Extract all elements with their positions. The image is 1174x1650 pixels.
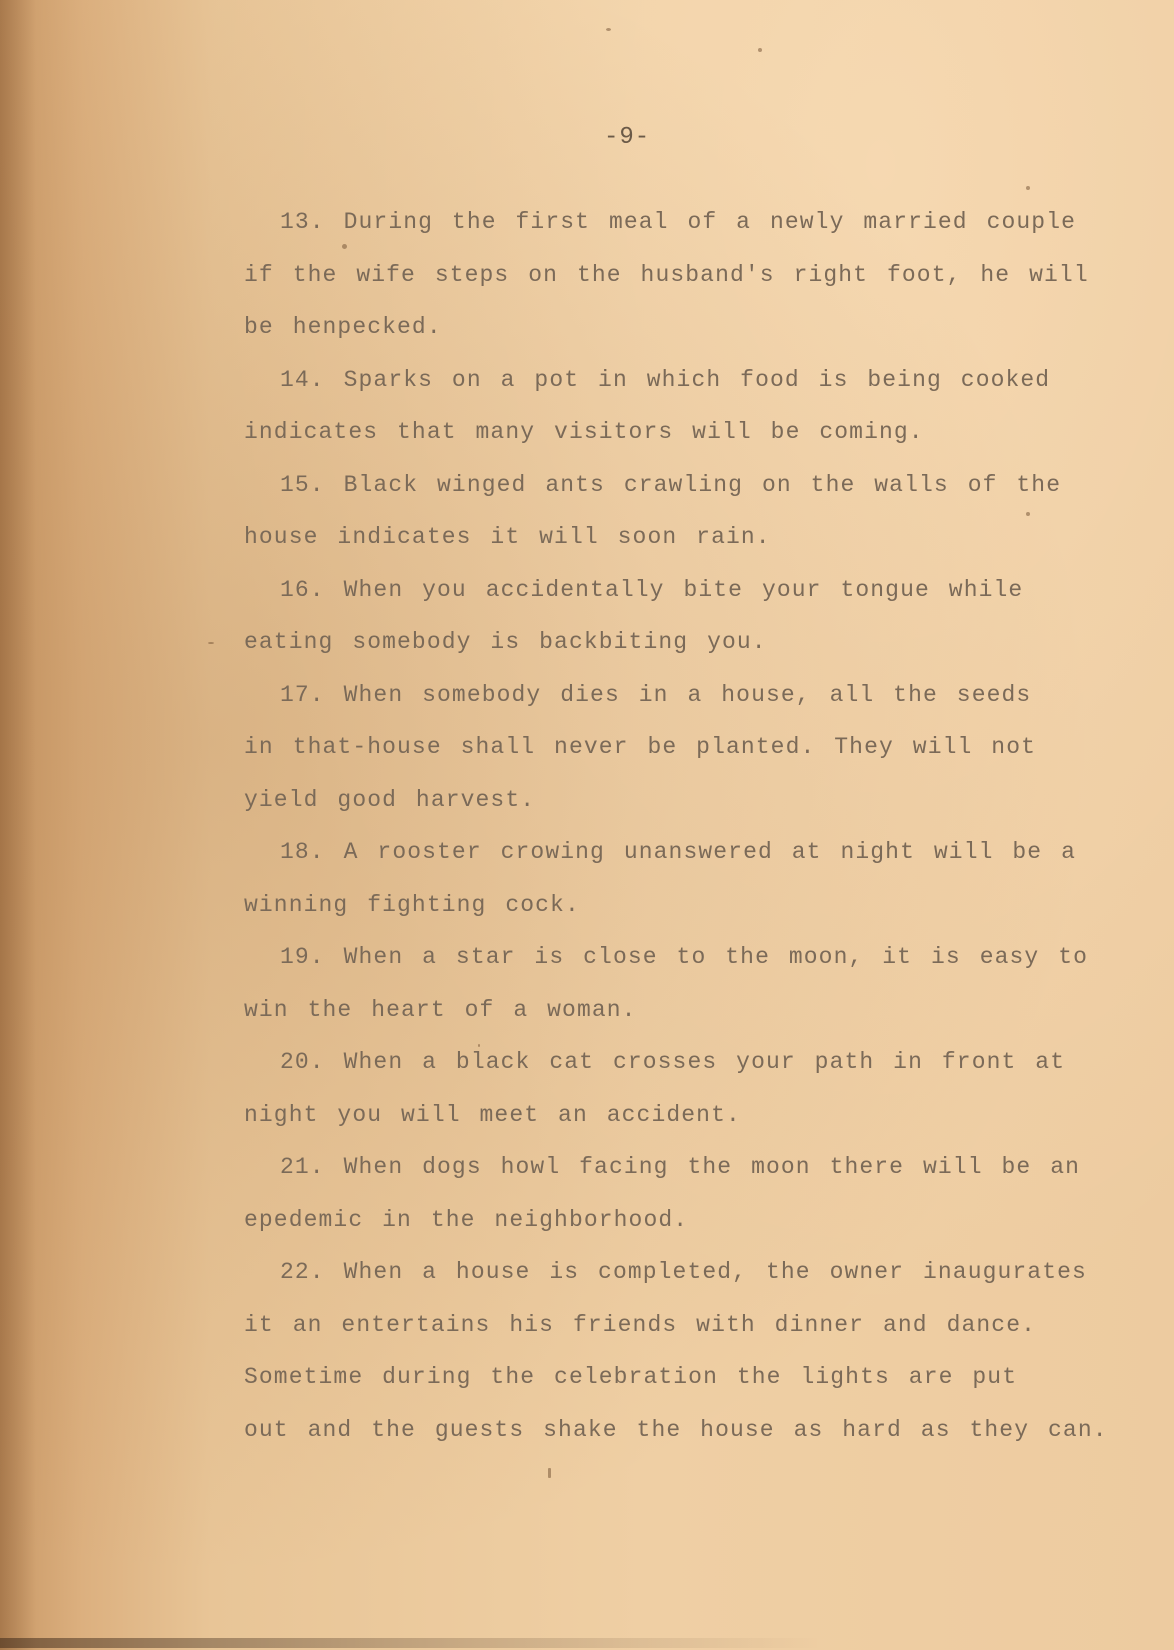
item-22-line-2: it an entertains his friends with dinner and dance. — [244, 1311, 1037, 1338]
item-17-line-1: 17. When somebody dies in a house, all the seeds — [280, 681, 1032, 708]
paper-speck — [606, 28, 611, 31]
paper-speck — [548, 1468, 551, 1478]
item-19-line-2: win the heart of a woman. — [244, 996, 637, 1023]
item-13-line-2: if the wife steps on the husband's right foot, he will — [244, 261, 1089, 288]
item-19-line-1: 19. When a star is close to the moon, it is easy to — [280, 944, 1089, 970]
paper-speck — [208, 642, 214, 644]
item-13-line-1: 13. During the first meal of a newly married couple — [280, 209, 1077, 235]
paper-speck — [758, 48, 762, 52]
item-20-line-2: night you will meet an accident. — [244, 1101, 741, 1128]
item-16-line-1: 16. When you accidentally bite your tongue while — [280, 576, 1024, 603]
item-21-line-2: epedemic in the neighborhood. — [244, 1206, 689, 1233]
item-21-line-1: 21. When dogs howl facing the moon there will be an — [280, 1154, 1081, 1180]
item-14-line-2: indicates that many visitors will be coming. — [244, 419, 924, 445]
item-17-line-2: in that-house shall never be planted. They will not — [244, 734, 1037, 760]
item-22-line-1: 22. When a house is completed, the owner inaugurates — [280, 1259, 1087, 1285]
page-edge-shadow — [0, 0, 36, 1650]
item-18-line-1: 18. A rooster crowing unanswered at night will be a — [280, 839, 1077, 865]
item-14-line-1: 14. Sparks on a pot in which food is being cooked — [280, 366, 1051, 393]
item-16-line-2: eating somebody is backbiting you. — [244, 629, 767, 655]
item-20-line-1: 20. When a black cat crosses your path in front at — [280, 1049, 1066, 1075]
page-number: -9- — [604, 124, 651, 151]
paper-speck — [1026, 186, 1030, 190]
item-15-line-1: 15. Black winged ants crawling on the walls of the — [280, 471, 1062, 498]
item-22-line-3: Sometime during the celebration the lights are put — [244, 1364, 1018, 1390]
item-15-line-2: house indicates it will soon rain. — [244, 524, 771, 550]
bottom-scan-strip — [0, 1638, 1174, 1648]
superstitions-list — [244, 196, 1124, 1456]
item-17-line-3: yield good harvest. — [244, 786, 536, 813]
item-22-line-4: out and the guests shake the house as hard as they can. — [244, 1416, 1108, 1443]
item-13-line-3: be henpecked. — [244, 314, 442, 340]
item-18-line-2: winning fighting cock. — [244, 891, 580, 918]
